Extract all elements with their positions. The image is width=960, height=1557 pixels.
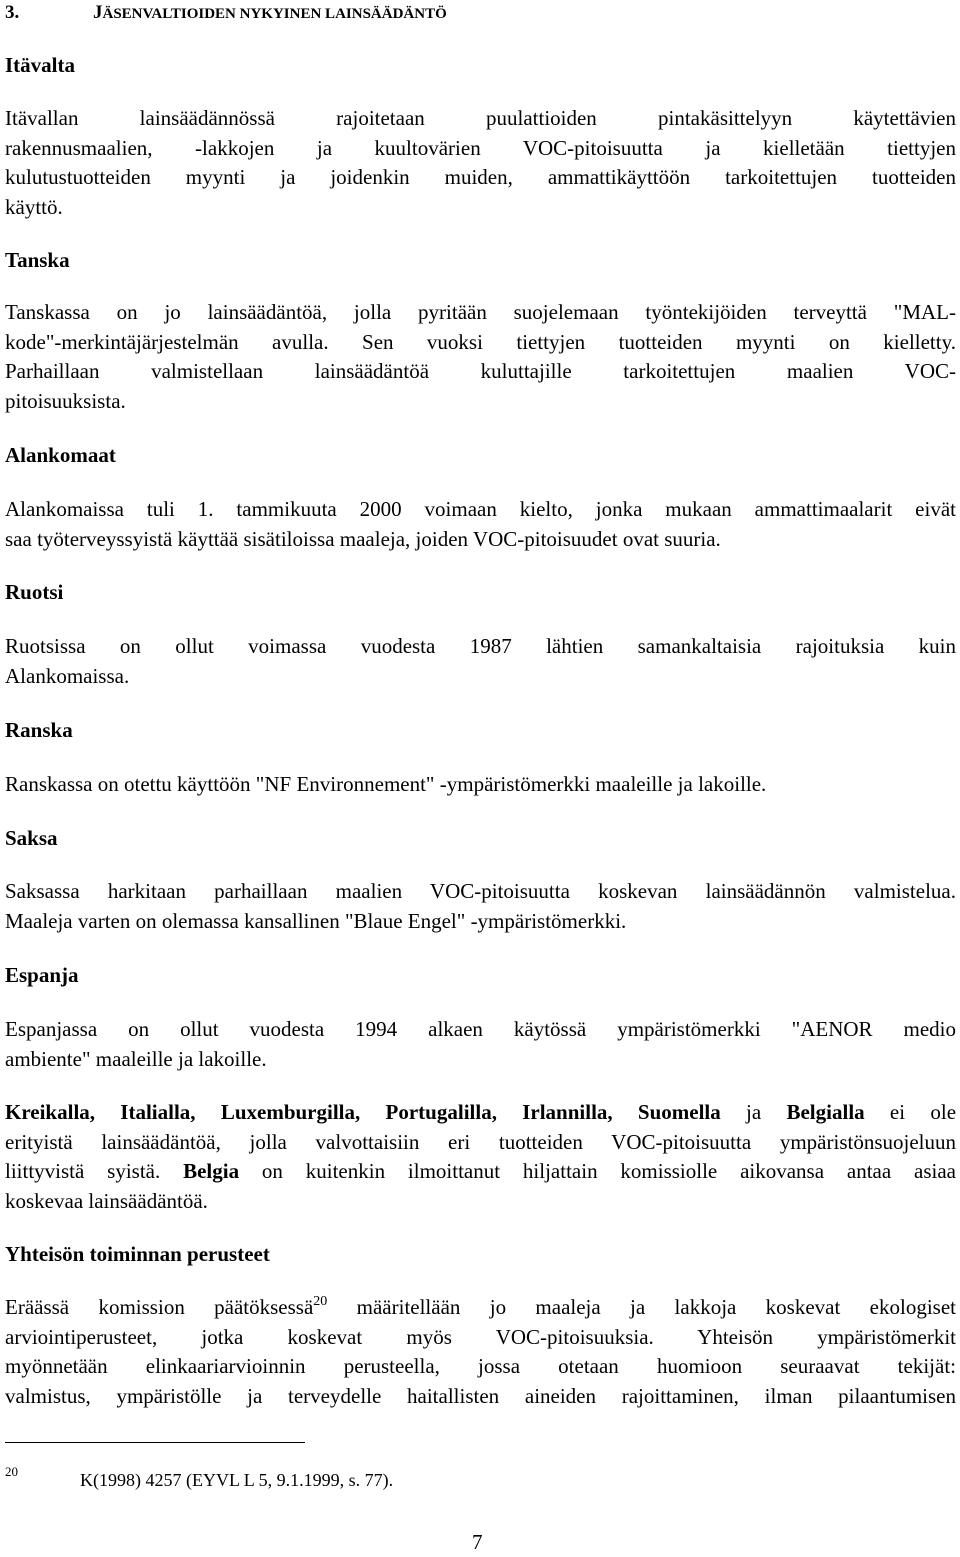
text-line: Maaleja varten on olemassa kansallinen "Blaue Engel" -ympäristömerkki.: [5, 908, 627, 933]
section-heading: [5, 2, 447, 24]
paragraph-sweden: [5, 632, 956, 691]
text-line: Espanjassa on ollut vuodesta 1994 alkaen käytössä ympäristömerkki "AENOR medio: [5, 1017, 956, 1041]
paragraph-france: [5, 770, 956, 800]
heading-netherlands: Alankomaat: [5, 443, 116, 467]
text-line: pitoisuuksista.: [5, 388, 126, 413]
text-line: Tanskassa on jo lainsäädäntöä, jolla pyritään suojelemaan työntekijöiden terveyttä "MAL-: [5, 300, 956, 324]
countries-bold: Kreikalla, Italialla, Luxemburgilla, Portugalilla, Irlannilla, Suomella: [5, 1100, 721, 1124]
section-title: ÄSENVALTIOIDEN NYKYINEN LAINSÄÄDÄNTÖ: [102, 6, 447, 22]
line-end: määritellään jo maaleja ja lakkoja koskevat ekologiset: [327, 1295, 956, 1319]
text-line: kulutustuotteiden myynti ja joidenkin muiden, ammattikäyttöön tarkoitettujen tuotteiden: [5, 165, 956, 189]
heading-community-basis: Yhteisön toiminnan perusteet: [5, 1242, 270, 1266]
heading-denmark: Tanska: [5, 248, 70, 272]
footnote-number: 20: [5, 1464, 18, 1479]
footnote-separator: [5, 1442, 305, 1443]
page-number: 7: [472, 1530, 483, 1554]
footnote-text: K(1998) 4257 (EYVL L 5, 9.1.1999, s. 77).: [80, 1470, 394, 1490]
text-line: valmistus, ympäristölle ja terveydelle haitallisten aineiden rajoittaminen, ilman pilaantumisen: [5, 1383, 956, 1408]
text-line: Saksassa harkitaan parhaillaan maalien VOC-pitoisuutta koskevan lainsäädännön valmistelua.: [5, 879, 956, 903]
text-line: saa työterveyssyistä käyttää sisätiloissa maaleja, joiden VOC-pitoisuudet ovat suuria.: [5, 526, 721, 551]
text-line: Alankomaissa tuli 1. tammikuuta 2000 voimaan kielto, jonka mukaan ammattimaalarit eivät: [5, 497, 956, 521]
connector-text: ja: [720, 1100, 787, 1124]
paragraph-austria: [5, 104, 956, 222]
section-number: 3.: [5, 2, 20, 23]
heading-spain: Espanja: [5, 963, 79, 987]
text-line: Parhaillaan valmistellaan lainsäädäntöä kuluttajille tarkoitettujen maalien VOC-: [5, 359, 956, 383]
heading-sweden: Ruotsi: [5, 580, 64, 604]
text-line: Ruotsissa on ollut voimassa vuodesta 1987 lähtien samankaltaisia rajoituksia kuin: [5, 634, 956, 658]
text-line: [5, 1293, 956, 1323]
line-start: liittyvistä syistä.: [5, 1159, 184, 1183]
text-line: käyttö.: [5, 194, 63, 219]
paragraph-community: [5, 1293, 956, 1411]
line-start: Eräässä komission päätöksessä: [5, 1295, 314, 1319]
paragraph-spain: [5, 1015, 956, 1074]
text-line: Itävallan lainsäädännössä rajoitetaan puulattioiden pintakäsittelyyn käytettävien: [5, 106, 956, 130]
paragraph-other-member-states: [5, 1098, 956, 1216]
line-tail: ei ole: [864, 1100, 957, 1124]
footnote-reference[interactable]: 20: [313, 1294, 328, 1309]
text-line: koskevaa lainsäädäntöä.: [5, 1188, 208, 1213]
text-line: Alankomaissa.: [5, 663, 130, 688]
text-line: [5, 1157, 956, 1187]
belgium-bold: Belgialla: [786, 1100, 865, 1124]
text-line: Ranskassa on otettu käyttöön "NF Environnement" -ympäristömerkki maaleille ja lakoille.: [5, 772, 767, 796]
paragraph-germany: [5, 877, 956, 936]
text-line: myönnetään elinkaariarvioinnin perusteella, jossa otetaan huomioon seuraavat tekijät:: [5, 1354, 956, 1378]
text-line: rakennusmaalien, -lakkojen ja kuultovärien VOC-pitoisuutta ja kielletään tiettyjen: [5, 135, 956, 160]
heading-austria: Itävalta: [5, 53, 75, 77]
text-line: [5, 1098, 956, 1128]
heading-germany: Saksa: [5, 826, 58, 850]
belgia-bold: Belgia: [183, 1159, 240, 1183]
heading-france: Ranska: [5, 718, 73, 742]
text-line: arviointiperusteet, jotka koskevat myös VOC-pitoisuuksia. Yhteisön ympäristömerkit: [5, 1324, 956, 1349]
line-end: on kuitenkin ilmoittanut hiljattain komissiolle aikovansa antaa asiaa: [239, 1159, 956, 1183]
paragraph-denmark: [5, 298, 956, 416]
section-title-initial: J: [93, 2, 103, 23]
text-line: kode"-merkintäjärjestelmän avulla. Sen vuoksi tiettyjen tuotteiden myynti on kielletty.: [5, 329, 956, 354]
text-line: ambiente" maaleille ja lakoille.: [5, 1046, 267, 1071]
paragraph-netherlands: [5, 495, 956, 554]
text-line: erityistä lainsäädäntöä, jolla valvottaisiin eri tuotteiden VOC-pitoisuutta ympäristönsuojeluun: [5, 1129, 956, 1154]
